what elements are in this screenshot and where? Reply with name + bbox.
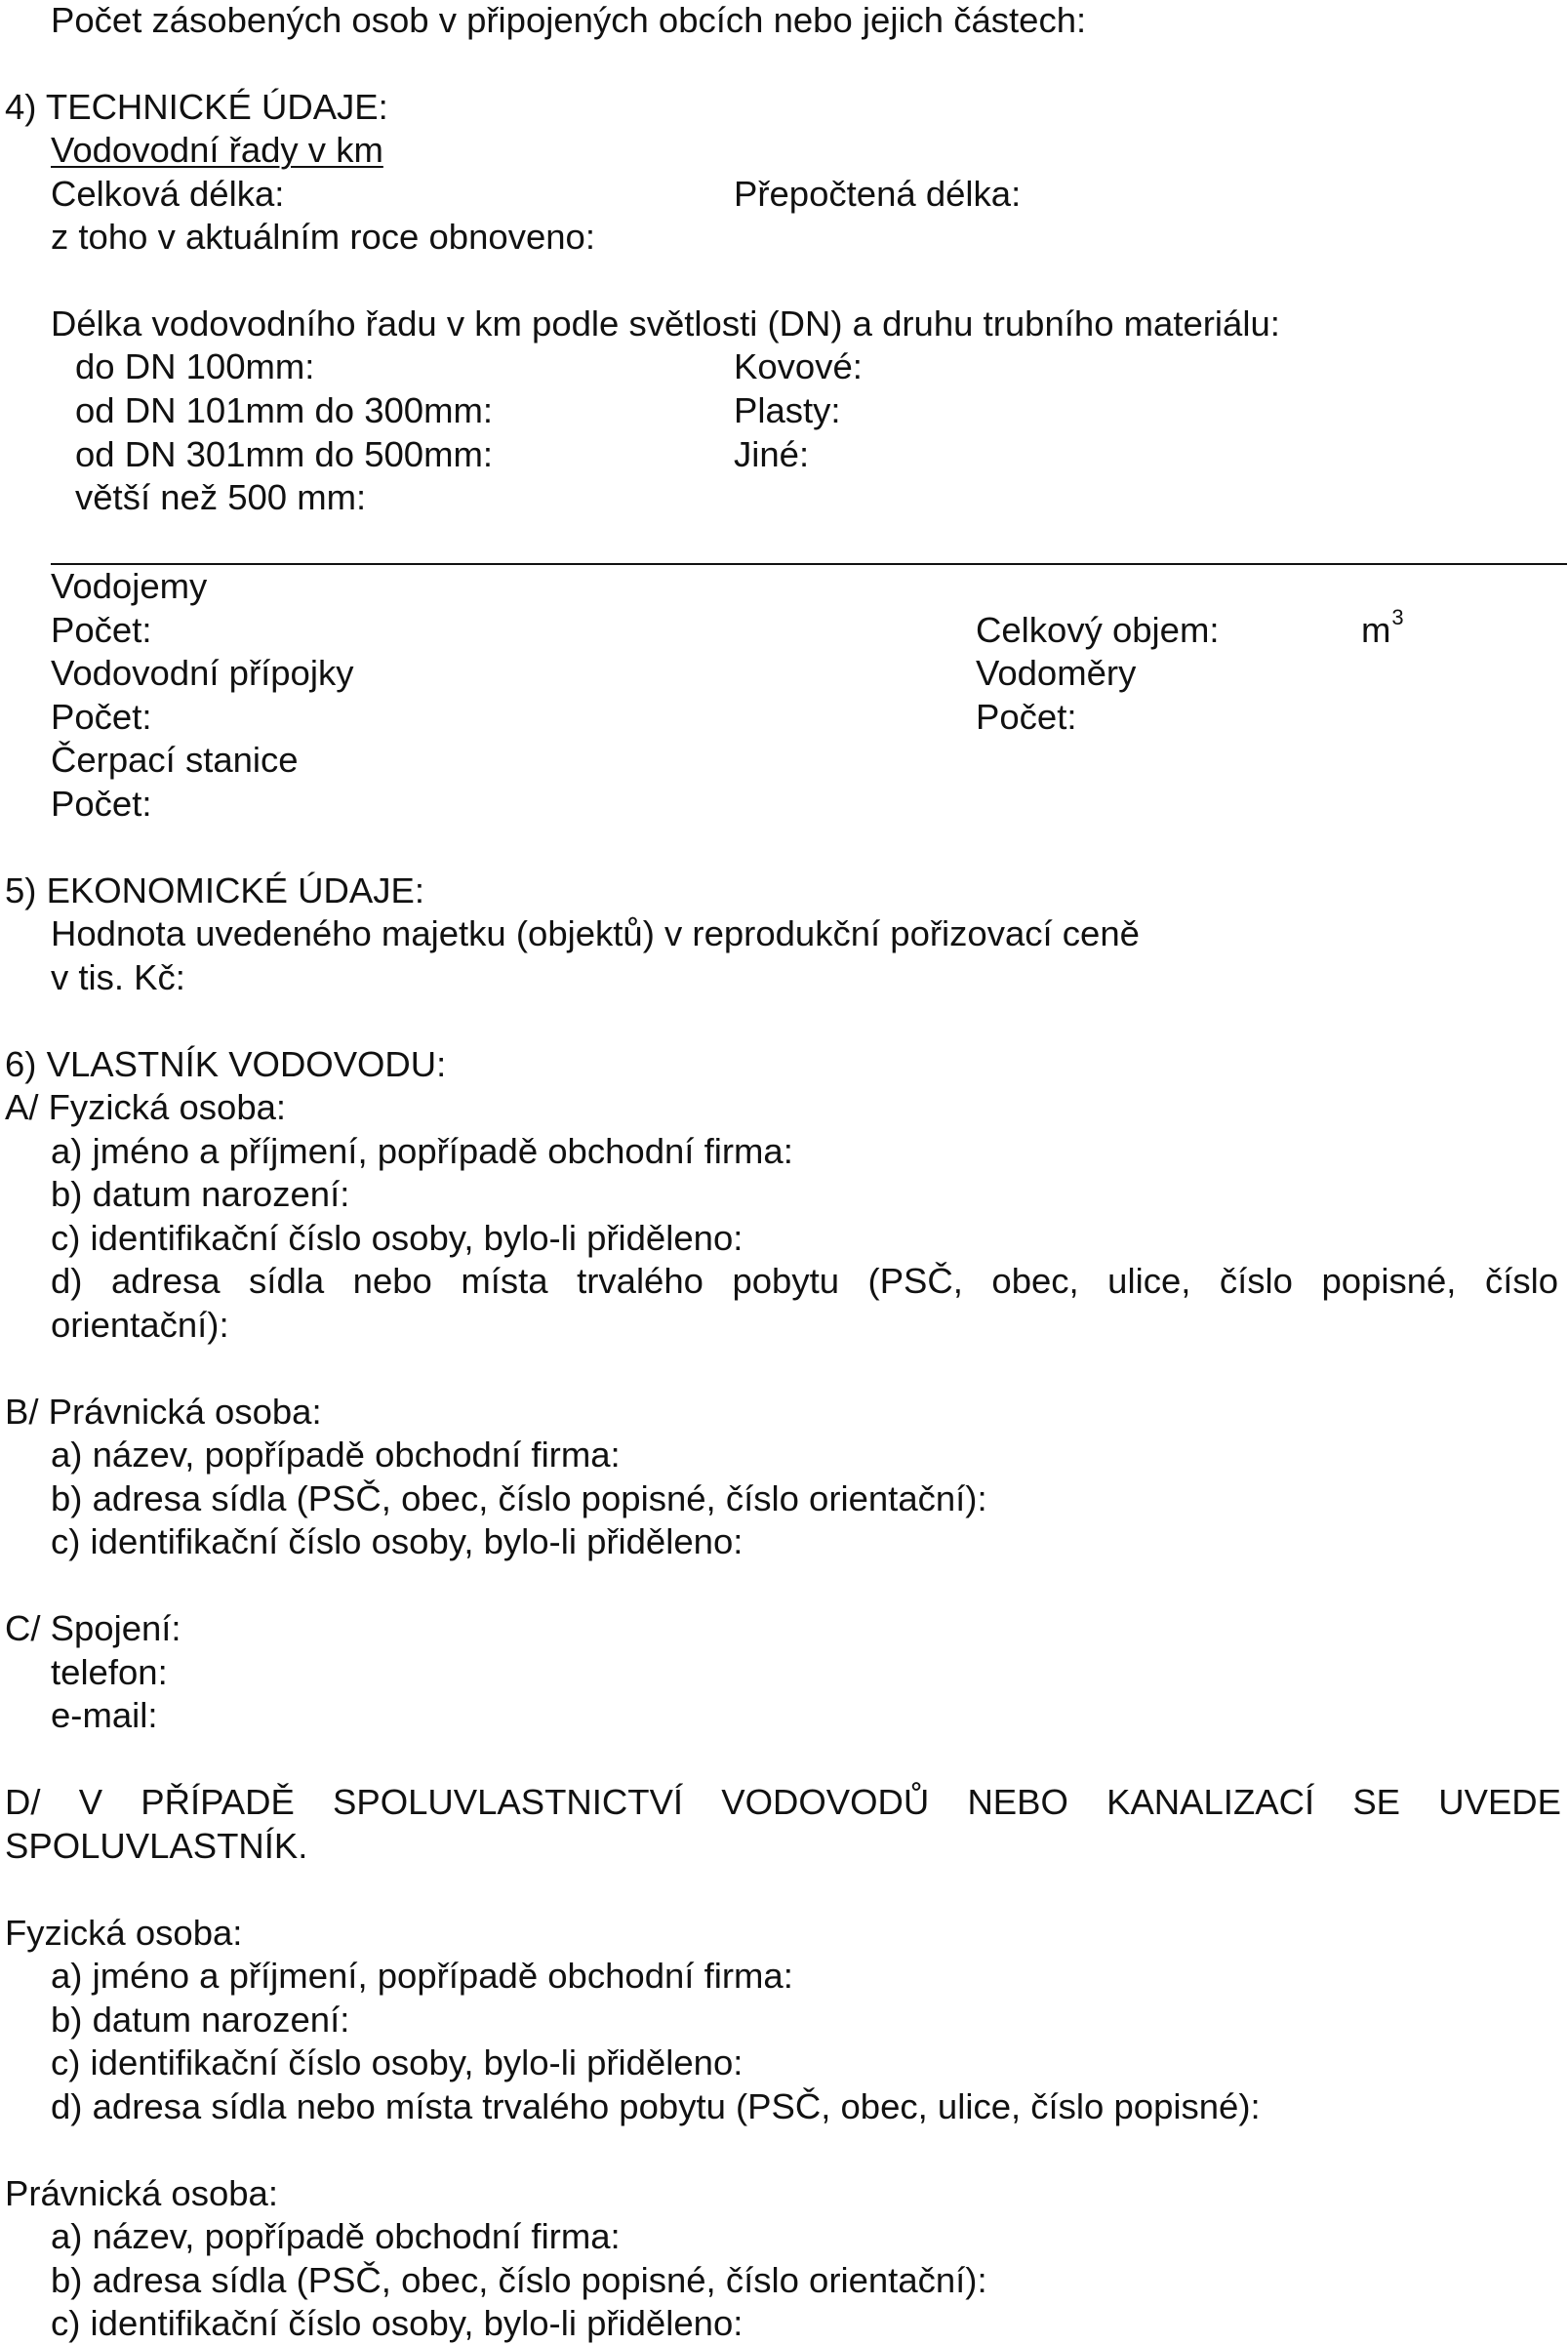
co-owner-p-id-label: c) identifikační číslo osoby, bylo-li přiděleno: xyxy=(51,2042,744,2082)
pumping-stations-count-label: Počet: xyxy=(51,784,152,824)
water-mains-subheading: Vodovodní řady v km xyxy=(51,130,383,170)
dn-over-500-label: větší než 500 mm: xyxy=(75,477,367,517)
co-owner-legal-entity-title: Právnická osoba: xyxy=(5,2173,278,2213)
reservoirs-title: Vodojemy xyxy=(51,566,208,606)
co-owner-l-id-label: c) identifikační číslo osoby, bylo-li přiděleno: xyxy=(51,2303,744,2343)
owner-a-birth-date-label: b) datum narození: xyxy=(51,1174,350,1214)
dn-301-500-label: od DN 301mm do 500mm: xyxy=(75,434,494,474)
total-length-label: Celková délka: xyxy=(51,174,285,214)
volume-unit: $m^3$ xyxy=(1361,605,1404,650)
total-volume-label: Celkový objem: xyxy=(976,610,1220,650)
owner-a-name-label: a) jméno a příjmení, popřípadě obchodní firma: xyxy=(51,1131,793,1171)
served-population-label: Počet zásobených osob v připojených obcích nebo jejich částech: xyxy=(51,0,1087,40)
length-by-dn-intro: Délka vodovodního řadu v km podle světlosti (DN) a druhu trubního materiálu: xyxy=(51,303,1280,344)
co-owner-p-birth-date-label: b) datum narození: xyxy=(51,2000,350,2040)
co-ownership-note-line-2: SPOLUVLASTNÍK. xyxy=(5,1826,308,1866)
owner-b-id-label: c) identifikační číslo osoby, bylo-li přiděleno: xyxy=(51,1521,744,1561)
plastic-label: Plasty: xyxy=(734,390,841,430)
water-meters-title: Vodoměry xyxy=(976,653,1137,693)
co-owner-natural-person-title: Fyzická osoba: xyxy=(5,1913,243,1953)
dn-101-300-label: od DN 101mm do 300mm: xyxy=(75,390,494,430)
section-6-heading: 6) VLASTNÍK VODOVODU: xyxy=(5,1044,447,1084)
co-ownership-note-line-1: D/ V PŘÍPADĚ SPOLUVLASTNICTVÍ VODOVODŮ NEBO KANALIZACÍ SE UVEDE xyxy=(5,1782,1561,1822)
owner-a-address-line-2: orientační): xyxy=(51,1305,229,1345)
reservoirs-count-label: Počet: xyxy=(51,610,152,650)
section-divider xyxy=(51,563,1567,565)
contact-phone-label: telefon: xyxy=(51,1652,168,1692)
contact-email-label: e-mail: xyxy=(51,1695,158,1735)
other-material-label: Jiné: xyxy=(734,434,810,474)
pumping-stations-title: Čerpací stanice xyxy=(51,740,299,780)
connections-count-label: Počet: xyxy=(51,697,152,737)
converted-length-label: Přepočtená délka: xyxy=(734,174,1022,214)
co-owner-l-name-label: a) název, popřípadě obchodní firma: xyxy=(51,2216,621,2256)
co-owner-l-address-label: b) adresa sídla (PSČ, obec, číslo popisné, číslo orientační): xyxy=(51,2260,987,2300)
co-owner-p-name-label: a) jméno a příjmení, popřípadě obchodní firma: xyxy=(51,1956,793,1996)
asset-value-line-2: v tis. Kč: xyxy=(51,957,185,997)
asset-value-line-1: Hodnota uvedeného majetku (objektů) v reprodukční pořizovací ceně xyxy=(51,913,1140,953)
owner-b-address-label: b) adresa sídla (PSČ, obec, číslo popisné, číslo orientační): xyxy=(51,1478,987,1518)
section-5-heading: 5) EKONOMICKÉ ÚDAJE: xyxy=(5,870,424,910)
dn-100-label: do DN 100mm: xyxy=(75,346,315,386)
volume-unit-exponent: 3 xyxy=(1391,605,1404,629)
water-meters-count-label: Počet: xyxy=(976,697,1077,737)
owner-a-address-line-1: d) adresa sídla nebo místa trvalého pobytu (PSČ, obec, ulice, číslo popisné, číslo xyxy=(51,1261,1558,1301)
metal-label: Kovové: xyxy=(734,346,863,386)
co-owner-p-address-label: d) adresa sídla nebo místa trvalého pobytu (PSČ, obec, ulice, číslo popisné): xyxy=(51,2086,1261,2126)
owner-a-id-label: c) identifikační číslo osoby, bylo-li přiděleno: xyxy=(51,1218,744,1258)
owner-b-name-label: a) název, popřípadě obchodní firma: xyxy=(51,1435,621,1475)
owner-natural-person-title: A/ Fyzická osoba: xyxy=(5,1087,287,1127)
owner-legal-entity-title: B/ Právnická osoba: xyxy=(5,1392,322,1432)
contact-title: C/ Spojení: xyxy=(5,1608,181,1648)
renewed-length-label: z toho v aktuálním roce obnoveno: xyxy=(51,217,595,257)
section-4-heading: 4) TECHNICKÉ ÚDAJE: xyxy=(5,87,388,127)
connections-title: Vodovodní přípojky xyxy=(51,653,354,693)
